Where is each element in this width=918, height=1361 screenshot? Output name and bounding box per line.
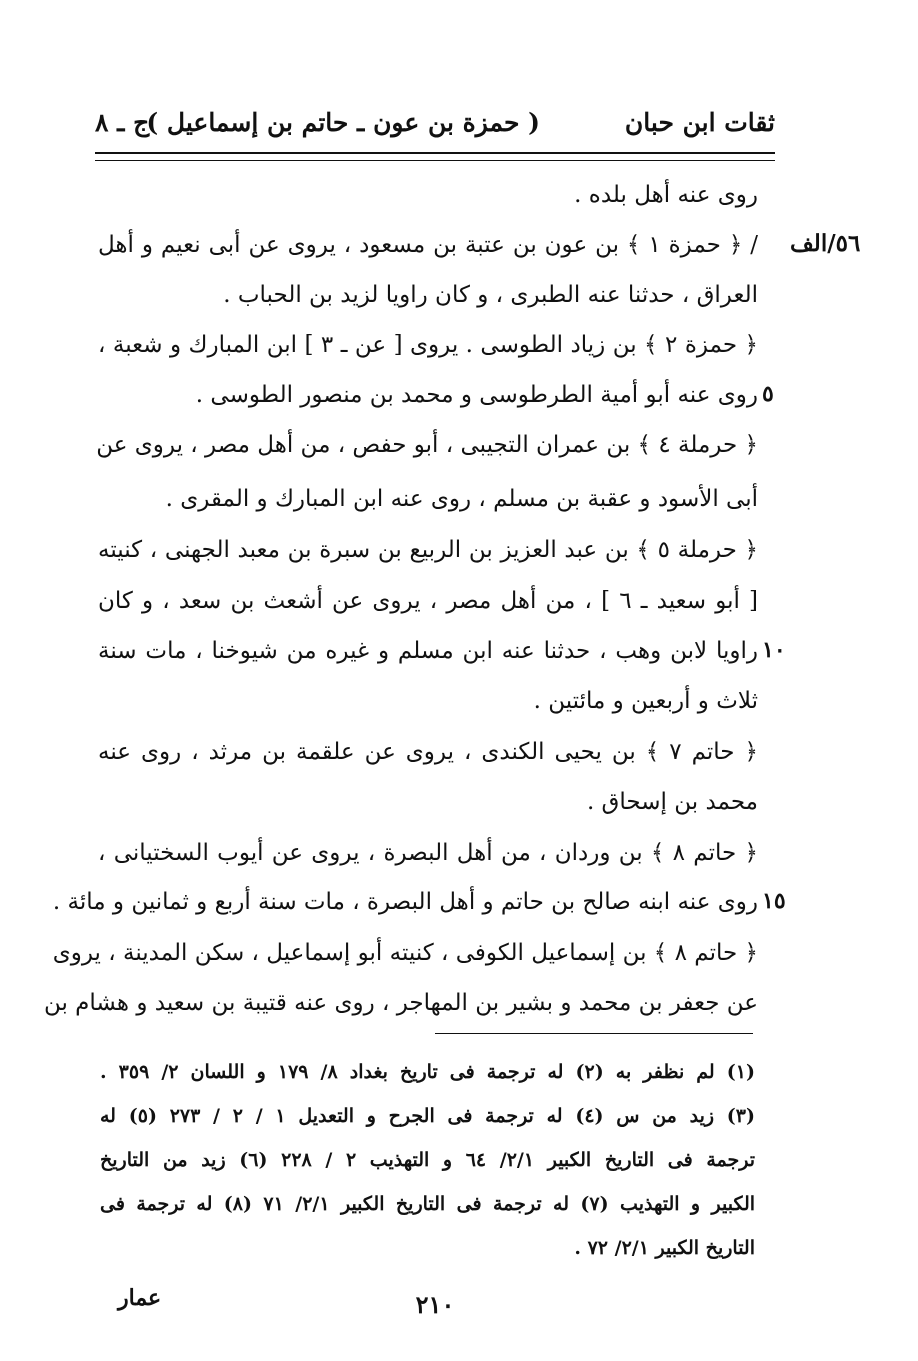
footnote-line: ترجمة فى التاريخ الكبير ٢/١/ ٦٤ و التهذيب ٢ / ٢٢٨ (٦) زيد من التاريخ: [100, 1149, 756, 1171]
text-line: ﴿ حرملة ٤ ﴾ بن عمران التجيبى ، أبو حفص ، من أهل مصر ، يروى عن: [96, 432, 758, 458]
text-line: ثلاث و أربعين و مائتين .: [533, 688, 758, 714]
text-line: ﴿ حاتم ٨ ﴾ بن وردان ، من أهل البصرة ، يروى عن أيوب السختيانى ،: [98, 840, 758, 866]
signature: عمار: [118, 1285, 162, 1311]
text-line: / ﴿ حمزة ١ ﴾ بن عون بن عتبة بن مسعود ، يروى عن أبى نعيم و أهل: [98, 232, 758, 258]
running-title: ثقات ابن حبان: [624, 108, 775, 137]
text-line: ﴿ حمزة ٢ ﴾ بن زياد الطوسى . يروى [ عن ـ ٣ ] ابن المبارك و شعبة ،: [98, 332, 759, 358]
text-line: ﴿ حاتم ٨ ﴾ بن إسماعيل الكوفى ، كنيته أبو إسماعيل ، سكن المدينة ، يروى: [52, 940, 758, 966]
footnote-line: (٣) زيد من س (٤) له ترجمة فى الجرح و التعديل ١ / ٢ / ٢٧٣ (٥) له: [100, 1105, 755, 1127]
text-line: [ أبو سعيد ـ ٦ ] ، من أهل مصر ، يروى عن أشعث بن سعد ، و كان: [98, 588, 759, 614]
text-line: العراق ، حدثنا عنه الطبرى ، و كان راويا لزيد بن الحباب .: [223, 282, 758, 308]
section-range: ( حمزة بن عون ـ حاتم بن إسماعيل ): [146, 108, 540, 137]
text-line: ﴿ حرملة ٥ ﴾ بن عبد العزيز بن الربيع بن سبرة بن معبد الجهنى ، كنيته: [98, 537, 758, 563]
text-line: روى عنه أبو أمية الطرطوسى و محمد بن منصور الطوسى .: [195, 382, 758, 408]
volume-label: ج ـ ٨: [95, 108, 150, 137]
page-number: ٢١٠: [415, 1290, 455, 1319]
footnote-line: التاريخ الكبير ٢/١/ ٧٢ .: [574, 1237, 755, 1259]
text-line: ﴿ حاتم ٧ ﴾ بن يحيى الكندى ، يروى عن علقمة بن مرثد ، روى عنه: [98, 739, 758, 765]
text-line: عن جعفر بن محمد و بشير بن المهاجر ، روى عنه قتيبة بن سعيد و هشام بن: [43, 990, 758, 1016]
folio-marker: ٥٦/الف: [790, 230, 861, 257]
line-number-10: ١٠: [762, 637, 786, 663]
line-number-15: ١٥: [762, 888, 786, 914]
text-line: راويا لابن وهب ، حدثنا عنه ابن مسلم و غيره من شيوخنا ، مات سنة: [98, 638, 758, 664]
text-line: محمد بن إسحاق .: [586, 789, 758, 815]
footnote-line: (١) لم نظفر به (٢) له ترجمة فى تاريخ بغداد ٨/ ١٧٩ و اللسان ٢/ ٣٥٩ .: [100, 1061, 755, 1083]
line-number-5: ٥: [762, 381, 774, 407]
text-line: روى عنه أهل بلده .: [574, 182, 758, 208]
text-line: أبى الأسود و عقبة بن مسلم ، روى عنه ابن المبارك و المقرى .: [165, 486, 758, 512]
footnote-line: الكبير و التهذيب (٧) له ترجمة فى التاريخ الكبير ٢/١/ ٧١ (٨) له ترجمة فى: [100, 1193, 756, 1215]
footnote-rule: [435, 1033, 753, 1034]
text-line: روى عنه ابنه صالح بن حاتم و أهل البصرة ، مات سنة أربع و ثمانين و مائة .: [52, 889, 758, 915]
